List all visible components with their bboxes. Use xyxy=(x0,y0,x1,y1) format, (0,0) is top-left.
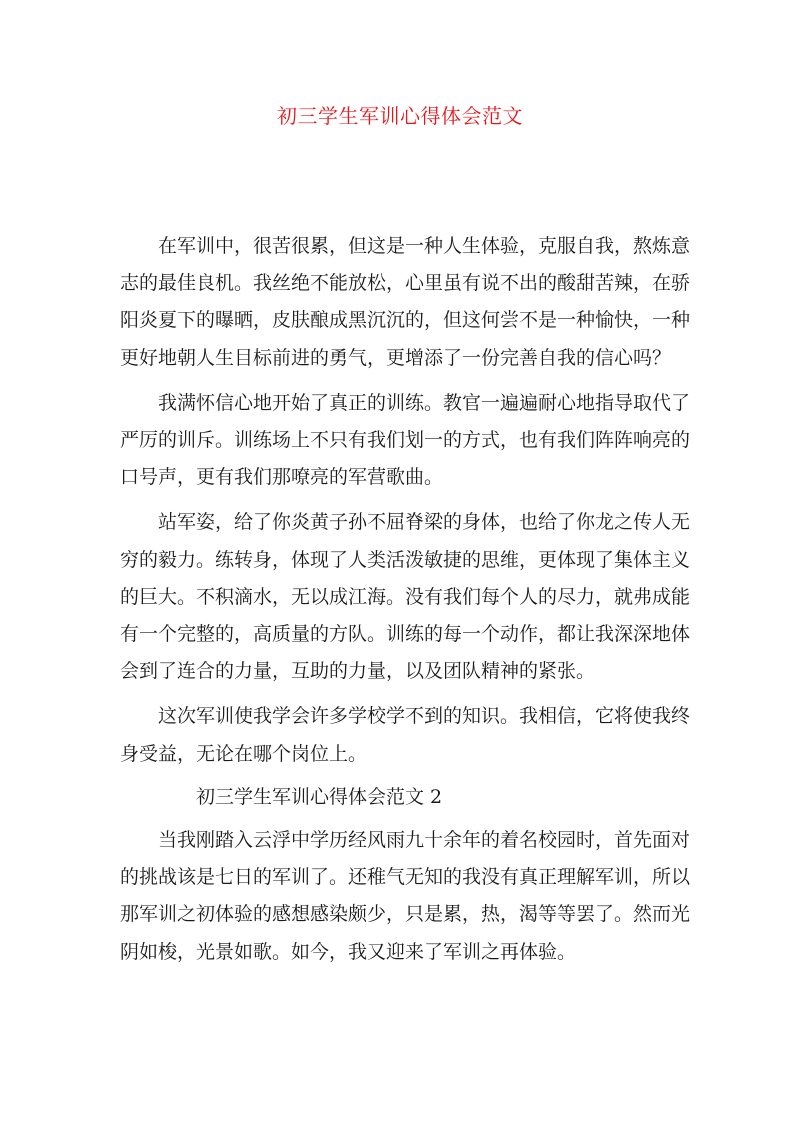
paragraph: 这次军训使我学会许多学校学不到的知识。我相信，它将使我终身受益，无论在哪个岗位上。 xyxy=(120,705,691,765)
paragraph: 在军训中，很苦很累，但这是一种人生体验，克服自我，熬炼意志的最佳良机。我丝绝不能放松，心里虽有说不出的酸甜苦辣，在骄阳炎夏下的曝晒，皮肤酿成黑沉沉的，但这何尝不是一种愉快，一种更好地朝人生目标前进的勇气，更增添了一份完善自我的信心吗？ xyxy=(120,235,691,369)
paragraph: 我满怀信心地开始了真正的训练。教官一遍遍耐心地指导取代了严厉的训斥。训练场上不只有我们划一的方式，也有我们阵阵响亮的口号声，更有我们那嘹亮的军营歌曲。 xyxy=(120,391,691,489)
section-subtitle: 初三学生军训心得体会范文 2 xyxy=(196,785,443,808)
document-body xyxy=(120,228,690,971)
paragraph: 站军姿，给了你炎黄子孙不屈脊梁的身体，也给了你龙之传人无穷的毅力。练转身，体现了人类活泼敏捷的思维，更体现了集体主义的巨大。不积滴水，无以成江海。没有我们每个人的尽力，就弗成能有一个完整的，高质量的方队。训练的每一个动作，都让我深深地体会到了连合的力量，互助的力量，以及团队精神的紧张。 xyxy=(120,511,691,683)
document-title: 初三学生军训心得体会范文 xyxy=(277,104,523,128)
paragraph: 当我刚踏入云浮中学历经风雨九十余年的着名校园时，首先面对的挑战该是七日的军训了。还稚气无知的我没有真正理解军训，所以那军训之初体验的感想感染颇少，只是累，热，渴等等罢了。然而光阴如梭，光景如歌。如今，我又迎来了军训之再体验。 xyxy=(120,829,691,963)
